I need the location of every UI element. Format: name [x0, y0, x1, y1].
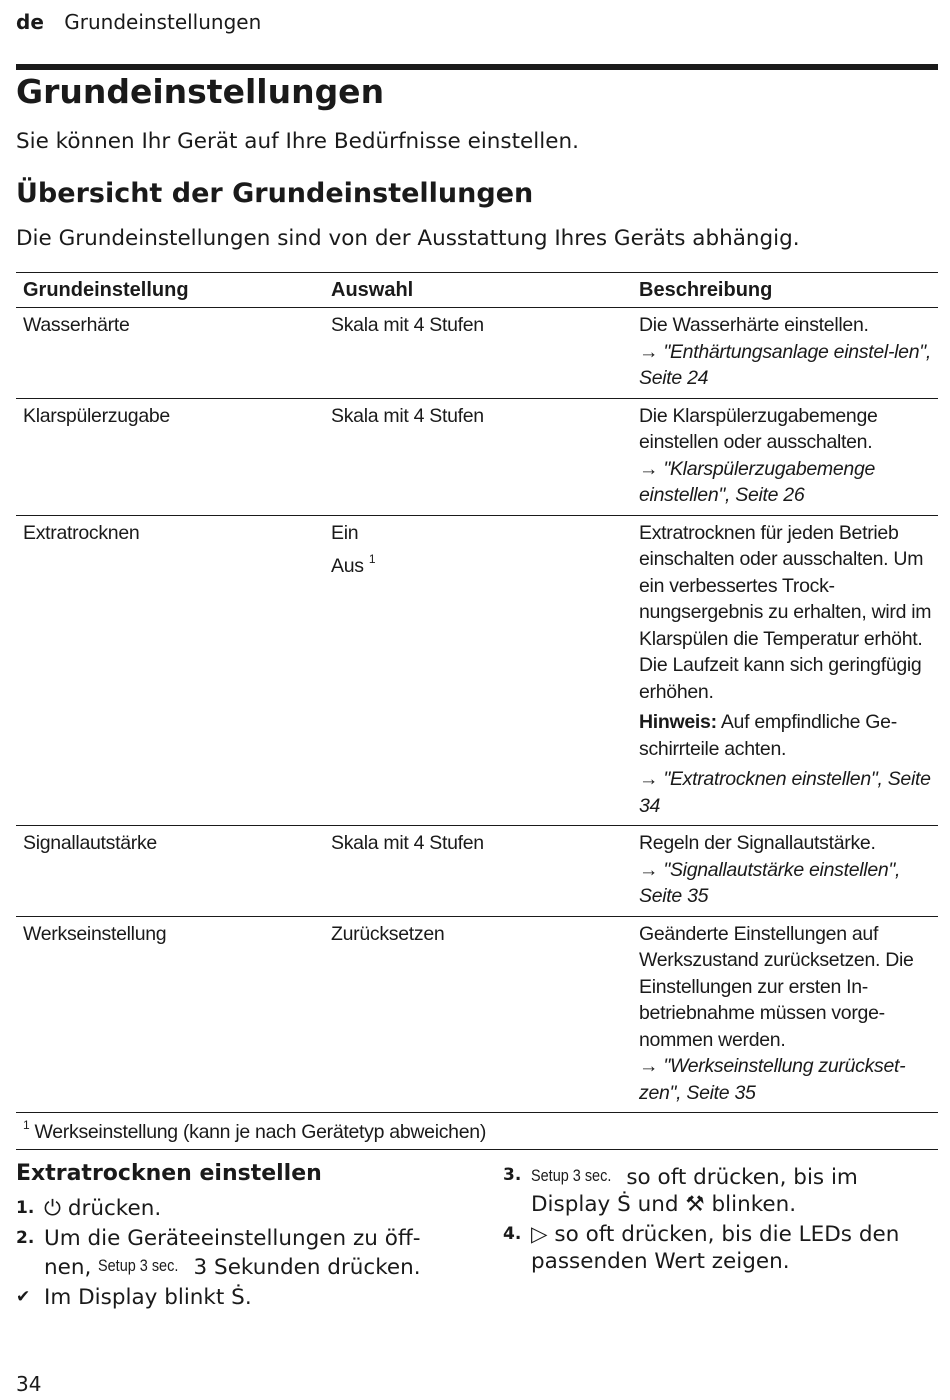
table-row [16, 398, 938, 515]
step-number: 3. [503, 1165, 522, 1185]
choice-cell: Skala mit 4 Stufen [331, 314, 484, 336]
result-text: Im Display blinkt [44, 1285, 225, 1310]
setup-button-label: Setup 3 sec. [531, 1166, 612, 1185]
choice-option: Ein [331, 521, 359, 544]
cross-reference-link[interactable]: "Werkseinstellung zurückset-zen", Seite 35 [639, 1055, 906, 1104]
step-text: so oft drücken, bis die LEDs den passenden Wert zeigen. [531, 1222, 900, 1274]
procedure-step [503, 1162, 943, 1218]
section-intro: Die Grundeinstellungen sind von der Ausstattung Ihres Geräts abhängig. [16, 226, 800, 251]
page-title: Grundeinstellungen [16, 72, 385, 111]
procedure-left-column [16, 1160, 456, 1314]
step-number: 4. [503, 1224, 522, 1244]
note-label: Hinweis: [639, 711, 717, 733]
procedure-step [503, 1221, 943, 1275]
section-title: Übersicht der Grundeinstellungen [16, 178, 534, 209]
procedure-step [16, 1195, 456, 1222]
description-cell [632, 515, 938, 826]
choice-cell: Zurücksetzen [331, 922, 445, 945]
table-row [16, 916, 938, 1113]
table-row [16, 308, 938, 399]
header-rule [16, 64, 938, 70]
arrow-icon: → [639, 858, 659, 881]
description-text: Die Klarspülerzugabemenge einstellen oder ausschalten. [639, 404, 878, 453]
water-tap-icon: ⚒ [685, 1192, 705, 1217]
arrow-icon: → [639, 457, 659, 480]
procedure-step [16, 1225, 456, 1281]
setting-cell: Werkseinstellung [23, 922, 167, 945]
footnote-marker: 1 [368, 552, 376, 566]
choice-option: Aus [331, 555, 364, 577]
description-text: Die Wasserhärte einstellen. [639, 314, 869, 336]
choice-cell: Skala mit 4 Stufen [331, 832, 484, 854]
note [639, 709, 932, 762]
description-text: Geänderte Einstellungen auf Werkszustand zurücksetzen. Die Einstellungen zur ersten In-betriebnahme müssen vorge-nommen werden. [639, 922, 914, 1051]
result-end: . [244, 1285, 252, 1310]
table-row [16, 515, 938, 826]
setting-cell: Klarspülerzugabe [23, 404, 170, 427]
setting-cell: Signallautstärke [23, 832, 157, 854]
table-row [16, 826, 938, 917]
footnote-text: Werkseinstellung (kann je nach Gerätetyp abweichen) [34, 1121, 487, 1143]
language-tag: de [16, 10, 44, 34]
step-text: Um die Geräteeinstellungen zu öff-nen, [44, 1226, 421, 1280]
setting-cell: Extratrocknen [23, 521, 140, 544]
intro-text: Sie können Ihr Gerät auf Ihre Bedürfnisse einstellen. [16, 129, 579, 154]
step-text: drücken. [67, 1196, 162, 1221]
setting-cell: Wasserhärte [23, 314, 130, 336]
col-header-description: Beschreibung [639, 279, 773, 301]
table-footnote [16, 1113, 938, 1150]
display-symbol-icon: Ṡ [617, 1192, 631, 1217]
col-header-setting: Grundeinstellung [23, 279, 189, 301]
settings-table [16, 272, 938, 1150]
step-number: 2. [16, 1228, 35, 1248]
next-arrow-icon: ▷ [531, 1222, 548, 1247]
description-cell [632, 826, 938, 917]
procedure-right-column [503, 1162, 943, 1278]
setup-button-label: Setup 3 sec. [98, 1256, 179, 1275]
table-header-row [16, 273, 938, 308]
procedure-title: Extratrocknen einstellen [16, 1161, 322, 1186]
step-number: 1. [16, 1198, 35, 1218]
description-cell [632, 308, 938, 399]
choice-cell [324, 515, 632, 826]
cross-reference-link[interactable]: "Signallautstärke einstellen", Seite 35 [639, 858, 901, 907]
cross-reference-link[interactable]: "Klarspülerzugabemenge einstellen", Seite 26 [639, 457, 876, 506]
arrow-icon: → [639, 340, 659, 363]
check-icon: ✔ [16, 1287, 31, 1307]
page-number: 34 [16, 1372, 42, 1396]
procedure-result [16, 1284, 456, 1311]
step-text: blinken. [711, 1192, 797, 1217]
step-text: und [637, 1192, 679, 1217]
arrow-icon: → [639, 768, 659, 790]
cross-reference-link[interactable]: "Extratrocknen einstellen", Seite 34 [639, 768, 931, 817]
power-icon: ⏻ [44, 1196, 62, 1221]
step-text: 3 Sekunden drücken. [193, 1255, 421, 1280]
description-text: Extratrocknen für jeden Betrieb einschalten oder ausschalten. Um ein verbessertes Trock-nungsergebnis zu erhalten, wird im Klarspülen die Temperatur erhöht. Die Laufzeit kann sich geringfügig erhöhen. [639, 521, 932, 703]
header-section: Grundeinstellungen [64, 10, 262, 34]
note-text: Auf empfindliche Ge-schirrteile achten. [639, 711, 897, 760]
reference [639, 766, 932, 819]
col-header-choice: Auswahl [331, 279, 414, 301]
step-text: so oft drücken, bis im Display [531, 1165, 858, 1217]
footnote-marker: 1 [23, 1118, 30, 1132]
cross-reference-link[interactable]: "Enthärtungsanlage einstel-len", Seite 24 [639, 340, 932, 389]
choice-cell: Skala mit 4 Stufen [331, 404, 484, 427]
running-header [16, 10, 261, 34]
display-symbol-icon: Ṡ [231, 1285, 245, 1310]
description-cell [632, 916, 938, 1113]
description-text: Regeln der Signallautstärke. [639, 832, 876, 854]
arrow-icon: → [639, 1055, 659, 1077]
description-cell [632, 398, 938, 515]
